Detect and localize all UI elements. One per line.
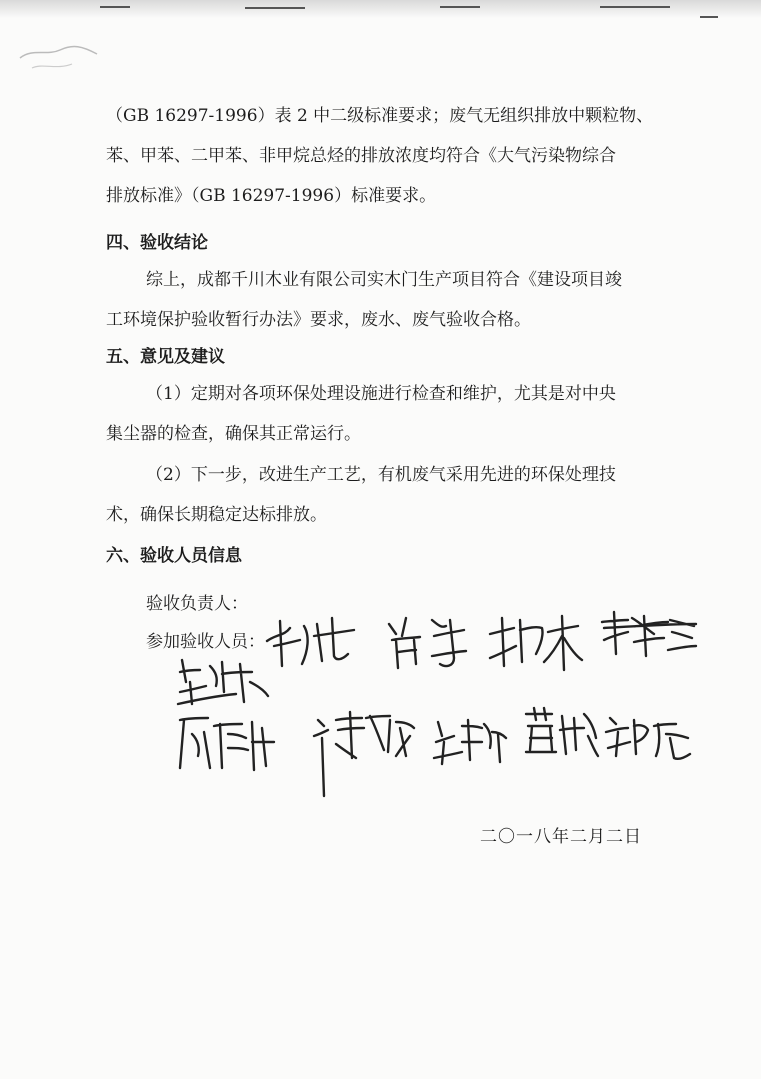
signature-2 bbox=[384, 606, 474, 676]
signature-7 bbox=[310, 700, 420, 810]
signature-3 bbox=[486, 606, 586, 676]
scan-mark bbox=[100, 6, 130, 8]
signature-5 bbox=[176, 652, 272, 712]
paragraph-line: 综上，成都千川木业有限公司实木门生产项目符合《建设项目竣 bbox=[146, 270, 622, 290]
paragraph-line: 工环境保护验收暂行办法》要求，废水、废气验收合格。 bbox=[106, 310, 531, 330]
scan-edge-shadow bbox=[0, 0, 761, 18]
scan-mark bbox=[245, 7, 305, 9]
signing-date: 二〇一八年二月二日 bbox=[480, 827, 642, 847]
members-label: 参加验收人员： bbox=[146, 632, 265, 652]
scan-mark bbox=[440, 6, 480, 8]
section-heading-suggestions: 五、意见及建议 bbox=[106, 347, 225, 367]
paragraph-line: （1）定期对各项环保处理设施进行检查和维护，尤其是对中央 bbox=[146, 384, 616, 404]
paragraph-line: （2）下一步，改进生产工艺，有机废气采用先进的环保处理技 bbox=[146, 465, 616, 485]
signature-1 bbox=[262, 606, 372, 676]
signature-6 bbox=[170, 708, 280, 778]
signature-9 bbox=[522, 706, 602, 766]
scan-mark bbox=[700, 16, 718, 18]
paragraph-line: 苯、甲苯、二甲苯、非甲烷总烃的排放浓度均符合《大气污染物综合 bbox=[106, 146, 616, 166]
paragraph-line: 集尘器的检查，确保其正常运行。 bbox=[106, 424, 361, 444]
paragraph-line: 术，确保长期稳定达标排放。 bbox=[106, 505, 327, 525]
scan-mark bbox=[600, 6, 670, 8]
paragraph-line: （GB 16297-1996）表 2 中二级标准要求；废气无组织排放中颗粒物、 bbox=[106, 106, 654, 126]
signature-4 bbox=[598, 606, 698, 666]
section-heading-personnel: 六、验收人员信息 bbox=[106, 546, 242, 566]
pencil-smudge bbox=[12, 28, 132, 78]
leader-label: 验收负责人： bbox=[146, 594, 248, 614]
signature-8 bbox=[432, 712, 512, 772]
paragraph-line: 排放标准》（GB 16297-1996）标准要求。 bbox=[106, 186, 437, 206]
section-heading-conclusion: 四、验收结论 bbox=[106, 233, 208, 253]
signature-10 bbox=[604, 708, 696, 768]
